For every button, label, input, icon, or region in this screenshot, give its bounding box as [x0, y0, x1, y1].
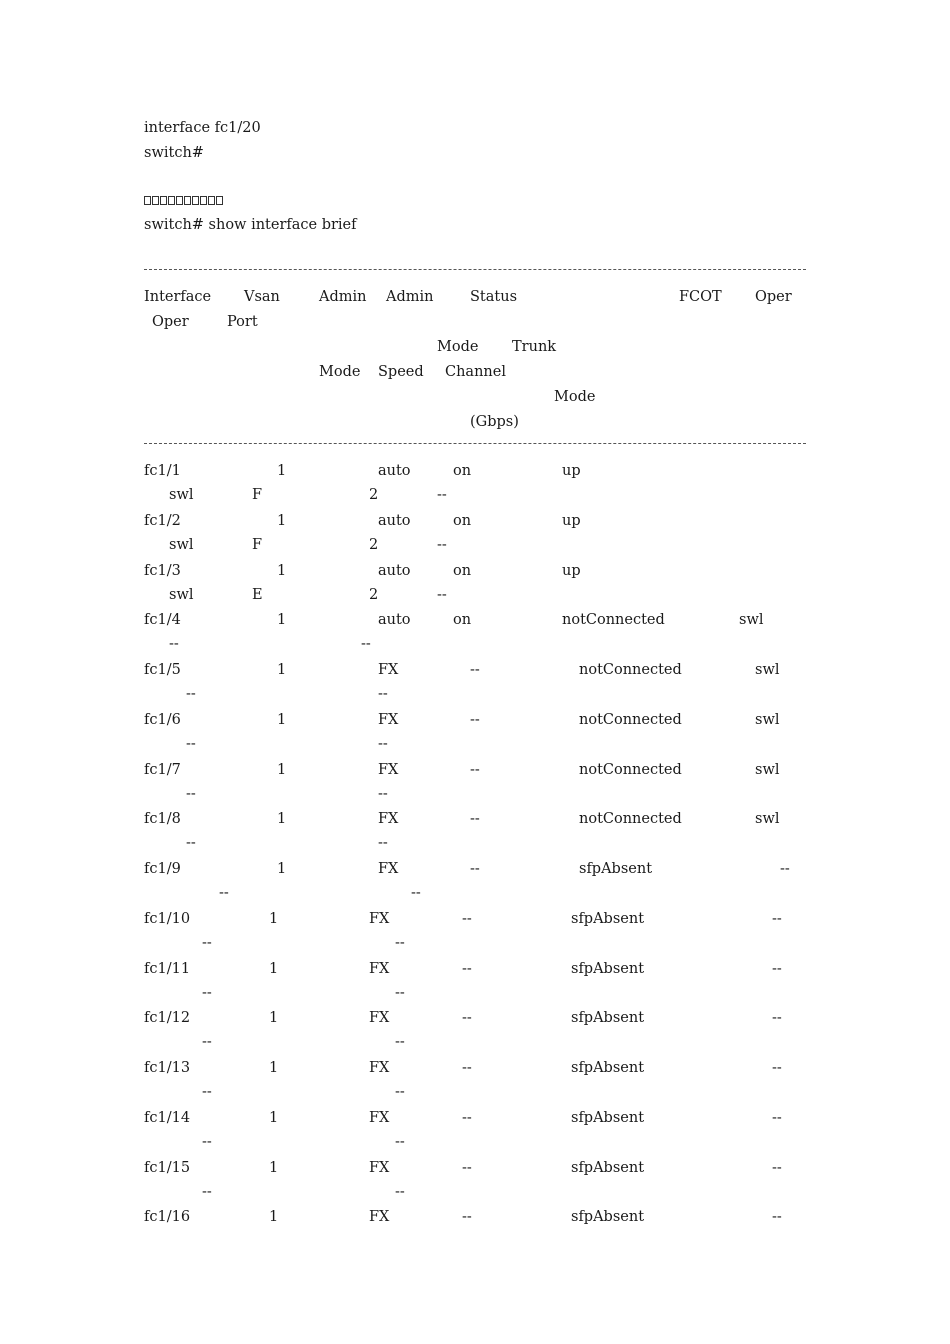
row-iface: fc1/3	[144, 562, 181, 579]
row-vsan: 1	[277, 761, 287, 778]
header-mode-b: Mode	[319, 364, 361, 380]
row-oper-mode: --	[202, 1034, 212, 1051]
row-oper-speed: 2	[369, 487, 379, 503]
missing-glyph-box	[152, 196, 159, 205]
header-mode-c: Mode	[554, 389, 596, 405]
row-admin-mode: FX	[369, 1060, 390, 1076]
row-vsan: 1	[277, 512, 287, 529]
row-status: sfpAbsent	[579, 861, 653, 877]
row-admin-mode: FX	[378, 861, 399, 877]
header-oper-1: Oper	[755, 289, 792, 305]
row-iface: fc1/10	[144, 910, 191, 927]
missing-glyph-box	[168, 196, 175, 205]
row-admin-mode: FX	[369, 1109, 390, 1126]
row-admin-trunk: --	[462, 1060, 472, 1076]
row-admin-trunk: on	[453, 463, 472, 479]
row-iface: fc1/4	[144, 612, 181, 629]
row-admin-trunk: --	[462, 960, 472, 977]
row-oper-speed: --	[395, 934, 405, 951]
header-speed: Speed	[378, 364, 424, 380]
row-vsan: 1	[269, 910, 279, 927]
row-admin-trunk: --	[470, 711, 480, 728]
row-oper-speed: --	[378, 785, 388, 802]
row-oper-mode: E	[252, 586, 263, 603]
row-admin-mode: auto	[378, 512, 411, 529]
row-fcot: swl	[755, 662, 780, 678]
row-fcot: swl	[739, 612, 764, 629]
row-iface: fc1/1	[144, 463, 181, 479]
row-status: sfpAbsent	[571, 910, 645, 927]
row-admin-mode: FX	[369, 910, 390, 927]
row-oper-mode: F	[252, 536, 263, 553]
row-admin-trunk: --	[462, 1159, 472, 1176]
row-admin-mode: auto	[378, 562, 411, 579]
row-admin-trunk: --	[462, 910, 472, 927]
row-iface: fc1/13	[144, 1060, 191, 1076]
row-oper-mode: --	[202, 1084, 212, 1100]
row-port-channel: --	[437, 586, 447, 603]
row-vsan: 1	[277, 861, 287, 877]
row-vsan: 1	[269, 1159, 279, 1176]
row-admin-trunk: on	[453, 612, 472, 629]
row-vsan: 1	[269, 1109, 279, 1126]
row-fcot: --	[772, 960, 782, 977]
missing-glyph-box	[216, 196, 223, 205]
header-port: Port	[227, 314, 258, 330]
header-admin-1: Admin	[319, 289, 367, 305]
row-oper-mode: --	[219, 885, 229, 901]
row-status: up	[562, 463, 581, 479]
row-iface: fc1/6	[144, 711, 181, 728]
row-status: notConnected	[579, 761, 682, 778]
switch-prompt: switch#	[144, 145, 204, 161]
row-vsan: 1	[277, 711, 287, 728]
row-iface: fc1/16	[144, 1209, 191, 1226]
header-status: Status	[470, 289, 518, 305]
row-oper-mode: --	[186, 735, 196, 752]
row-admin-trunk: on	[453, 512, 472, 529]
row-iface: fc1/7	[144, 761, 181, 778]
row-admin-mode: FX	[369, 1209, 390, 1226]
row-admin-trunk: --	[470, 811, 480, 828]
row-vsan: 1	[277, 612, 287, 629]
row-fcot: swl	[755, 711, 780, 728]
row-status: sfpAbsent	[571, 1060, 645, 1076]
header-mode-a: Mode	[437, 339, 479, 355]
row-fcot: --	[772, 910, 782, 927]
row-fcot: --	[772, 1060, 782, 1076]
row-admin-trunk: --	[470, 761, 480, 778]
header-fcot: FCOT	[679, 289, 722, 305]
row-fcot: swl	[169, 586, 194, 603]
row-fcot: swl	[169, 536, 194, 553]
row-oper-speed: --	[378, 686, 388, 702]
row-port-channel: --	[437, 487, 447, 503]
row-iface: fc1/8	[144, 811, 181, 828]
row-iface: fc1/5	[144, 662, 181, 678]
row-admin-mode: FX	[378, 711, 399, 728]
table-header-rule	[144, 443, 806, 444]
row-oper-speed: --	[395, 1133, 405, 1150]
row-oper-mode: --	[186, 686, 196, 702]
table-top-rule	[144, 269, 806, 270]
row-oper-speed: --	[378, 735, 388, 752]
row-vsan: 1	[277, 463, 287, 479]
row-vsan: 1	[277, 811, 287, 828]
header-trunk: Trunk	[512, 339, 557, 355]
row-status: sfpAbsent	[571, 960, 645, 977]
row-oper-speed: --	[395, 1034, 405, 1051]
row-oper-speed: 2	[369, 536, 379, 553]
row-fcot: --	[772, 1159, 782, 1176]
row-status: up	[562, 562, 581, 579]
row-admin-mode: FX	[369, 1010, 390, 1027]
row-status: sfpAbsent	[571, 1159, 645, 1176]
row-oper-speed: --	[411, 885, 421, 901]
row-iface: fc1/15	[144, 1159, 191, 1176]
garbled-caption	[144, 191, 224, 209]
row-fcot: --	[780, 861, 790, 877]
missing-glyph-box	[200, 196, 207, 205]
row-iface: fc1/11	[144, 960, 191, 977]
row-status: sfpAbsent	[571, 1209, 645, 1226]
row-oper-speed: --	[395, 1183, 405, 1200]
row-fcot: swl	[169, 487, 194, 503]
row-oper-mode: --	[202, 984, 212, 1001]
row-iface: fc1/9	[144, 861, 181, 877]
row-admin-mode: FX	[369, 960, 390, 977]
row-admin-trunk: --	[470, 662, 480, 678]
missing-glyph-box	[192, 196, 199, 205]
config-line-interface: interface fc1/20	[144, 120, 261, 136]
header-gbps: (Gbps)	[470, 414, 519, 430]
header-admin-2: Admin	[386, 289, 434, 305]
row-status: notConnected	[562, 612, 665, 629]
row-iface: fc1/2	[144, 512, 181, 529]
row-status: notConnected	[579, 662, 682, 678]
row-oper-mode: --	[202, 1183, 212, 1200]
row-admin-mode: FX	[378, 811, 399, 828]
row-admin-mode: FX	[378, 662, 399, 678]
row-status: up	[562, 512, 581, 529]
row-status: notConnected	[579, 711, 682, 728]
row-admin-trunk: --	[462, 1010, 472, 1027]
row-iface: fc1/12	[144, 1010, 191, 1027]
missing-glyph-box	[208, 196, 215, 205]
row-fcot: swl	[755, 761, 780, 778]
row-admin-mode: auto	[378, 463, 411, 479]
show-command-line: switch# show interface brief	[144, 217, 357, 233]
row-status: sfpAbsent	[571, 1109, 645, 1126]
row-fcot: --	[772, 1010, 782, 1027]
row-fcot: --	[772, 1109, 782, 1126]
header-vsan: Vsan	[244, 289, 280, 305]
row-port-channel: --	[437, 536, 447, 553]
row-vsan: 1	[277, 662, 287, 678]
header-interface: Interface	[144, 289, 212, 305]
missing-glyph-box	[144, 196, 151, 205]
row-oper-mode: --	[186, 785, 196, 802]
row-oper-mode: F	[252, 487, 263, 503]
row-vsan: 1	[269, 1209, 279, 1226]
missing-glyph-box	[184, 196, 191, 205]
row-oper-mode: --	[169, 636, 179, 653]
row-status: sfpAbsent	[571, 1010, 645, 1027]
header-oper-2: Oper	[152, 314, 189, 330]
row-admin-mode: auto	[378, 612, 411, 629]
row-fcot: swl	[755, 811, 780, 828]
row-vsan: 1	[277, 562, 287, 579]
row-admin-mode: FX	[369, 1159, 390, 1176]
missing-glyph-box	[176, 196, 183, 205]
row-iface: fc1/14	[144, 1109, 191, 1126]
row-admin-trunk: --	[470, 861, 480, 877]
row-oper-mode: --	[202, 934, 212, 951]
row-oper-mode: --	[186, 835, 196, 852]
row-oper-speed: --	[395, 1084, 405, 1100]
row-oper-speed: --	[378, 835, 388, 852]
row-vsan: 1	[269, 960, 279, 977]
missing-glyph-box	[160, 196, 167, 205]
row-vsan: 1	[269, 1010, 279, 1027]
row-fcot: --	[772, 1209, 782, 1226]
row-admin-mode: FX	[378, 761, 399, 778]
row-oper-mode: --	[202, 1133, 212, 1150]
row-oper-speed: 2	[369, 586, 379, 603]
row-admin-trunk: --	[462, 1209, 472, 1226]
header-channel: Channel	[445, 364, 506, 380]
row-oper-speed: --	[395, 984, 405, 1001]
row-status: notConnected	[579, 811, 682, 828]
row-admin-trunk: on	[453, 562, 472, 579]
row-vsan: 1	[269, 1060, 279, 1076]
row-admin-trunk: --	[462, 1109, 472, 1126]
row-oper-speed: --	[361, 636, 371, 653]
